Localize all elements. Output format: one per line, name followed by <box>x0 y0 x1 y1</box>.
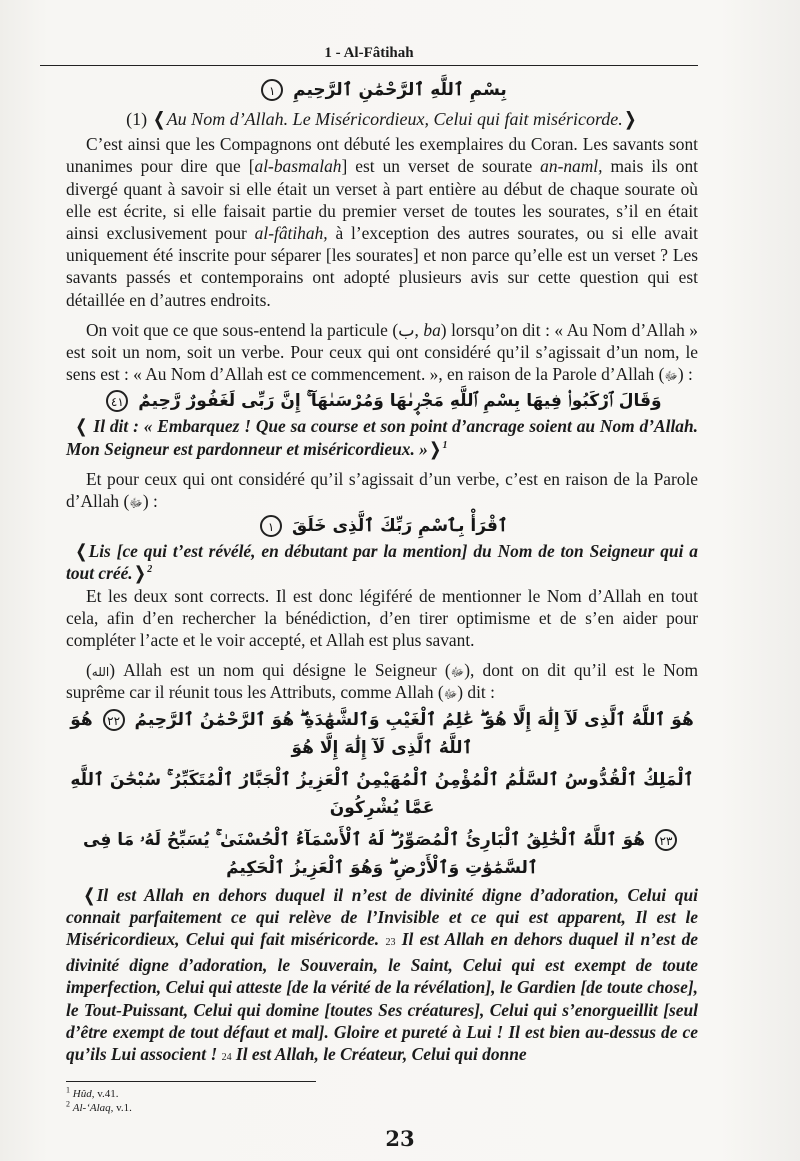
text: ) : <box>677 364 693 385</box>
text: ), dont on dit qu’il est le Nom suprême car il réunit tous les Attributs, comme Allah ( <box>66 660 698 703</box>
running-head: 1 - Al-Fâtihah <box>324 45 414 61</box>
open-bracket: ❬ <box>151 109 167 129</box>
close-bracket: ❭ <box>132 563 148 584</box>
verse-number-marker: ٢٢ <box>103 709 125 731</box>
close-bracket: ❭ <box>427 438 443 459</box>
verse-number-marker: ١ <box>260 515 282 537</box>
paragraph-particle-ba <box>66 319 698 386</box>
verse-hud-translation <box>66 415 698 459</box>
verse-alaq-translation <box>66 540 698 584</box>
translation-text: Il est Allah en dehors duquel il n’est de divinité digne d’adoration, le Souverain, le Saint, Celui qui est exempt de toute imperfection, Celui qui atteste [de la vérité de la révélation], le Gardien [de toute chose], le Tout-Puissant, Celui qui domine [toutes Ses créatures], Celui qui s’enorgueillit [seul d’être exempt de tout défaut et mal]. Gloire et pureté à Lui ! Il est bien au-dessus de ce qu’ils Lui associent ! <box>66 929 698 1065</box>
paragraph-basmalah-discussion <box>66 133 698 311</box>
translation-text: Il dit : « Embarquez ! Que sa course et son point d’ancrage soient au Nom d’Allah. Mon Seigneur est pardonneur et miséricordieux. » <box>66 416 698 459</box>
verse-number-marker: ١ <box>261 79 283 101</box>
verse-number-marker: ٢٣ <box>655 829 677 851</box>
translation-text: Lis [ce qui t’est révélé, en débutant par la mention] du Nom de ton Seigneur qui a tout créé. <box>66 541 698 584</box>
honorific-glyph: ﷻ <box>450 665 465 680</box>
verse-hashr-line1 <box>66 706 698 762</box>
open-bracket: ❬ <box>74 541 89 562</box>
text: Et pour ceux qui ont considéré qu’il s’agissait d’un verbe, c’est en raison de la Parole d’Allah ( <box>66 468 698 512</box>
text: ) Allah est un nom qui désigne le Seigneur ( <box>109 660 451 681</box>
footnote-ref[interactable]: 2 <box>147 564 153 576</box>
open-bracket: ❬ <box>82 884 97 905</box>
term: al-basmalah <box>254 156 342 177</box>
arabic-text: هُوَ ٱللَّهُ ٱلَّذِى لَآ إِلَٰهَ إِلَّا هُوَ ۖ عَٰلِمُ ٱلْغَيْبِ وَٱلشَّهَٰدَةِ ۖ هُوَ ٱلرَّحْمَٰنُ ٱلرَّحِيمُ <box>134 709 694 730</box>
text: à l’exception des autres sourates, ou si elle avait uniquement été inscrite pour séparer [les sourates] et non parce qu’elle est un verset ? Les savants passés et contemporains ont adopté plusieurs avis sur cette question qui est détaillée en d’autres endroits. <box>66 223 698 310</box>
verse-hashr-line3 <box>66 826 698 882</box>
basmalah-translation <box>66 108 698 130</box>
paragraph-allah-name <box>66 659 698 703</box>
term: ba <box>418 319 441 340</box>
inline-verse-number: 23 <box>385 937 396 949</box>
footnote-number: 1 <box>66 1085 70 1095</box>
footnote-source: Al-‘Alaq, <box>72 1102 114 1115</box>
arabic-text: ٱقْرَأْ بِٱسْمِ رَبِّكَ ٱلَّذِى خَلَقَ <box>292 516 508 537</box>
honorific-glyph: ﷻ <box>129 496 143 511</box>
allah-glyph: الله <box>91 665 110 680</box>
honorific-glyph: ﷻ <box>664 369 678 384</box>
verse-number-marker: ٤١ <box>106 390 128 412</box>
close-bracket: ❭ <box>622 109 638 129</box>
verse-hashr-translation <box>66 884 698 1070</box>
open-bracket: ❬ <box>74 416 89 437</box>
arabic-text: هُوَ ٱللَّهُ ٱلْخَٰلِقُ ٱلْبَارِئُ ٱلْمُصَوِّرُ ۖ لَهُ ٱلْأَسْمَآءُ ٱلْحُسْنَىٰ ۚ يُسَبِّحُ لَهُۥ مَا فِى ٱلسَّمَٰوَٰتِ وَٱلْأَرْضِ ۖ وَهُوَ ٱلْعَزِيزُ ٱلْحَكِيمُ <box>83 829 646 878</box>
footnotes <box>66 1087 800 1115</box>
arabic-text: وَقَالَ ٱرْكَبُوا۟ فِيهَا بِسْمِ ٱللَّهِ مَجْر۪ىٰهَا وَمُرْسَىٰهَآ ۚ إِنَّ رَبِّى لَغَفُورٌ رَّحِيمٌ <box>138 391 662 412</box>
verse-alaq-arabic <box>66 512 698 540</box>
header-rule <box>40 65 698 66</box>
basmalah-arabic <box>66 76 698 104</box>
text: ) lorsqu’on dit : « Au Nom d’Allah » est soit un nom, soit un verbe. Pour ceux qui ont considéré qu’il s’agissait d’un nom, le sens est : « Au Nom d’Allah est ce commencement. », en raison de la Parole d’Allah ( <box>66 319 698 385</box>
footnote-ref[interactable]: 1 <box>442 439 448 451</box>
arabic-text: ٱلْمَلِكُ ٱلْقُدُّوسُ ٱلسَّلَٰمُ ٱلْمُؤْمِنُ ٱلْمُهَيْمِنُ ٱلْعَزِيزُ ٱلْجَبَّارُ ٱلْمُتَكَبِّرُ ۚ سُبْحَٰنَ ٱللَّهِ عَمَّا يُشْرِكُونَ <box>70 769 694 818</box>
text: Et les deux sont corrects. Il est donc légiféré de mentionner le Nom d’Allah en tout cela, afin d’en rechercher la bénédiction, d’en tirer optimisme et de s’en aider pour compléter l’acte et le voir accepté, et Allah est plus savant. <box>66 585 698 651</box>
footnote-rule <box>66 1081 316 1082</box>
basmalah-text: بِسْمِ ٱللَّهِ ٱلرَّحْمَٰنِ ٱلرَّحِيمِ <box>293 80 507 100</box>
inline-verse-number: 24 <box>221 1052 232 1064</box>
paragraph-both-correct <box>66 585 698 652</box>
footnote-2 <box>66 1101 800 1115</box>
term: al-fâtihah, <box>254 223 328 244</box>
translation-text: Au Nom d’Allah. Le Miséricordieux, Celui qui fait miséricorde. <box>166 109 623 129</box>
term: an-naml, <box>540 156 603 177</box>
text: ) : <box>142 491 158 512</box>
footnote-1 <box>66 1087 800 1101</box>
text: ( <box>86 660 92 681</box>
text: ] est un verset de sourate <box>341 156 541 177</box>
footnote-source: Hûd, <box>72 1088 95 1101</box>
text: C’est ainsi que les Compagnons ont débuté les exemplaires du Coran. Les savants sont unanimes pour dire que [ <box>66 134 698 177</box>
page-number: 23 <box>385 1126 415 1152</box>
arabic-text: هُوَ ٱللَّهُ ٱلَّذِى لَآ إِلَٰهَ إِلَّا هُوَ <box>70 709 473 758</box>
arabic-letter: ب, <box>398 319 419 340</box>
verse-hud-arabic <box>66 387 698 415</box>
verse-ref: (1) <box>126 109 148 129</box>
paragraph-verb-interpretation <box>66 468 698 512</box>
footnote-ref-text: v.41. <box>94 1088 119 1101</box>
honorific-glyph: ﷻ <box>443 687 458 702</box>
footnote-number: 2 <box>66 1099 70 1109</box>
text: ) dit : <box>457 682 495 703</box>
translation-text: Il est Allah en dehors duquel il n’est de divinité digne d’adoration, Celui qui connait parfaitement ce qui relève de l’Invisible et ce qui est apparent, Il est le Miséricordieux, Celui qui fait miséricorde. <box>66 884 698 950</box>
text: mais ils ont divergé quant à savoir si elle était un verset à part entière au début de chaque sourate où elle est écrite, si elle faisait partie du premier verset de toutes les sourates, s’il en était ainsi exclusivement pour <box>66 156 699 244</box>
text: On voit que ce que sous-entend la particule ( <box>86 319 399 340</box>
translation-text: Il est Allah, le Créateur, Celui qui donne <box>231 1044 527 1065</box>
verse-hashr-line2 <box>66 766 698 822</box>
footnote-ref-text: v.1. <box>113 1102 132 1115</box>
page-body <box>66 76 698 1069</box>
